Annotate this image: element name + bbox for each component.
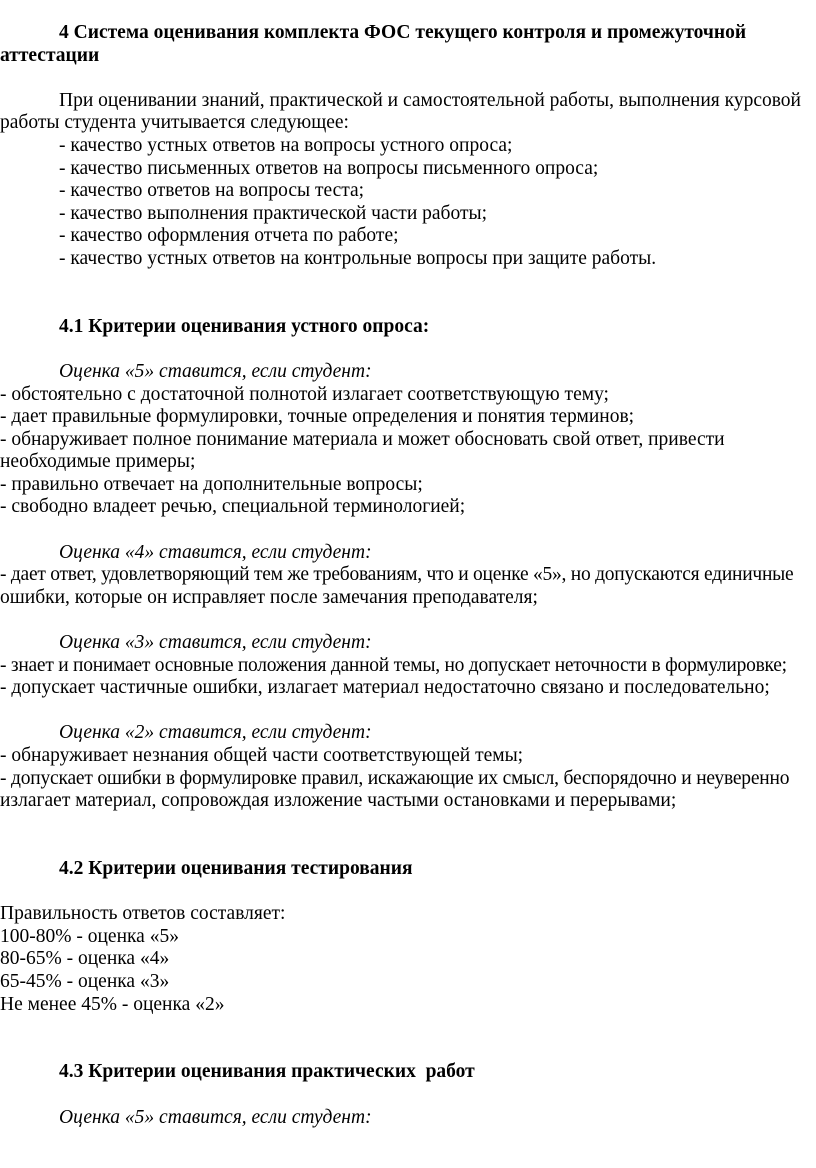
grade2-line: - допускает ошибки в формулировке правил, искажающие их смысл, беспорядочно и неуверенно bbox=[0, 767, 790, 789]
test-score-line: Не менее 45% - оценка «2» bbox=[0, 993, 225, 1015]
document-page bbox=[0, 22, 814, 1129]
list-item: - качество письменных ответов на вопросы письменного опроса; bbox=[59, 157, 599, 179]
grade2-line: - обнаруживает незнания общей части соответствующей темы; bbox=[0, 745, 524, 766]
list-item: - качество устных ответов на вопросы устного опроса; bbox=[59, 134, 513, 156]
test-score-line: 65-45% - оценка «3» bbox=[0, 970, 170, 992]
section-4-title-line1: 4 Система оценивания комплекта ФОС текущего контроля и промежуточной bbox=[59, 22, 747, 43]
list-item: - качество оформления отчета по работе; bbox=[59, 225, 399, 247]
grade4-line: - дает ответ, удовлетворяющий тем же требованиям, что и оценке «5», но допускаются единичные bbox=[0, 564, 794, 586]
section-42-intro: Правильность ответов составляет: bbox=[0, 903, 286, 925]
grade5-heading: Оценка «5» ставится, если студент: bbox=[59, 360, 372, 382]
grade3-line: - знает и понимает основные положения данной темы, но допускает неточности в формулировке; bbox=[0, 654, 787, 676]
grade5-line: необходимые примеры; bbox=[0, 451, 196, 473]
grade5-line: - обнаруживает полное понимание материала и может обосновать свой ответ, привести bbox=[0, 428, 725, 450]
section-4-list bbox=[0, 135, 814, 271]
section-4-intro-line2: работы студента учитывается следующее: bbox=[0, 112, 349, 134]
section-4-intro-line1: При оценивании знаний, практической и самостоятельной работы, выполнения курсовой bbox=[59, 89, 801, 111]
section-43-grade5-heading: Оценка «5» ставится, если студент: bbox=[59, 1106, 372, 1128]
section-4-title-line2: аттестации bbox=[0, 44, 100, 66]
list-item: - качество ответов на вопросы теста; bbox=[59, 180, 365, 202]
grade5-line: - обстоятельно с достаточной полнотой излагает соответствующую тему; bbox=[0, 383, 609, 405]
test-score-line: 100-80% - оценка «5» bbox=[0, 925, 179, 947]
section-42-title: 4.2 Критерии оценивания тестирования bbox=[59, 857, 413, 879]
grade5-line: - дает правильные формулировки, точные определения и понятия терминов; bbox=[0, 406, 635, 428]
grade4-line: ошибки, которые он исправляет после замечания преподавателя; bbox=[0, 586, 538, 608]
section-41-title: 4.1 Критерии оценивания устного опроса: bbox=[59, 315, 430, 337]
section-4-title bbox=[0, 22, 814, 67]
section-43-title: 4.3 Критерии оценивания практических работ bbox=[59, 1061, 475, 1083]
grade3-line: - допускает частичные ошибки, излагает материал недостаточно связано и последовательно; bbox=[0, 677, 770, 699]
grade4-heading: Оценка «4» ставится, если студент: bbox=[59, 541, 372, 563]
test-score-line: 80-65% - оценка «4» bbox=[0, 948, 170, 970]
list-item: - качество выполнения практической части работы; bbox=[59, 202, 487, 224]
grade5-line: - правильно отвечает на дополнительные вопросы; bbox=[0, 473, 423, 495]
list-item: - качество устных ответов на контрольные вопросы при защите работы. bbox=[59, 247, 657, 269]
grade3-heading: Оценка «3» ставится, если студент: bbox=[59, 632, 372, 654]
grade2-line: излагает материал, сопровождая изложение частыми остановками и перерывами; bbox=[0, 790, 677, 812]
grade5-line: - свободно владеет речью, специальной терминологией; bbox=[0, 496, 466, 518]
grade2-heading: Оценка «2» ставится, если студент: bbox=[59, 722, 372, 744]
